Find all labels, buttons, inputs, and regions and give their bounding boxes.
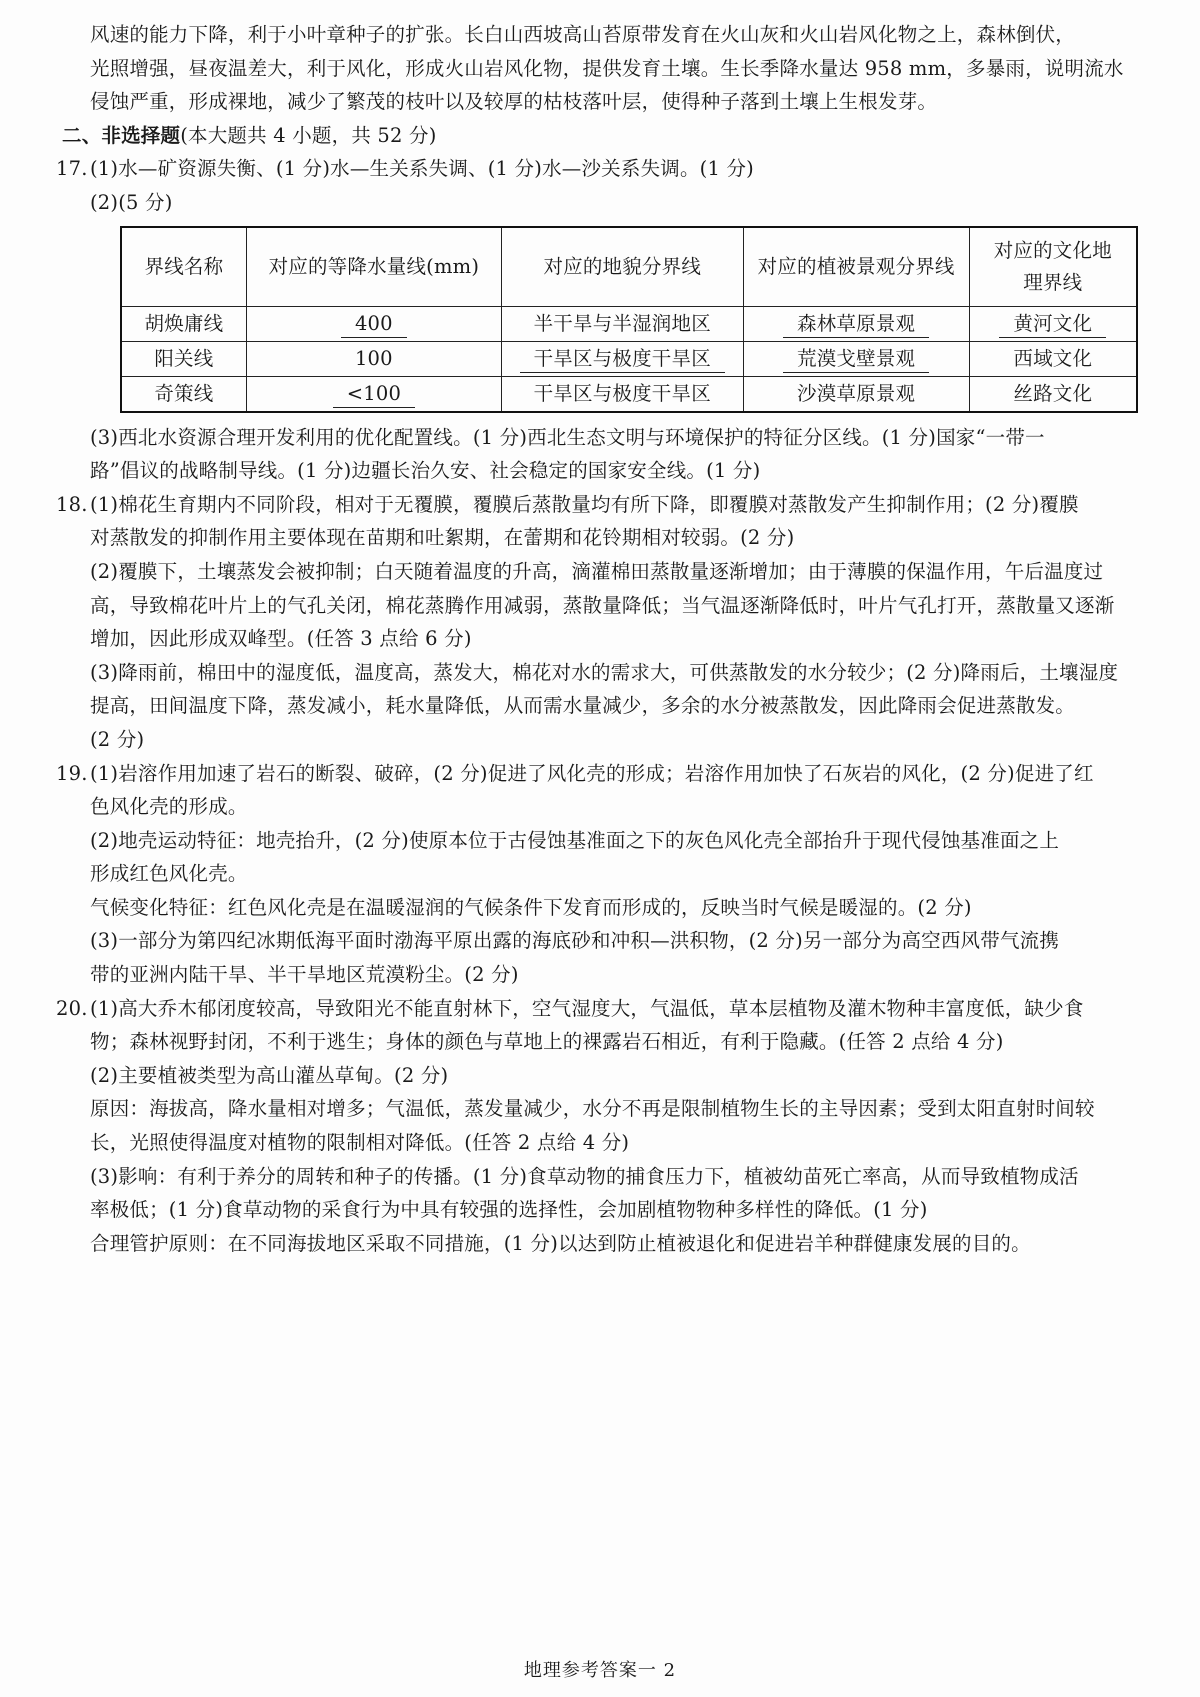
underlined-answer: 400 xyxy=(341,311,407,338)
section-heading xyxy=(62,119,1152,153)
text-line: (1)岩溶作用加速了岩石的断裂、破碎，(2 分)促进了风化壳的形成；岩溶作用加快了石灰岩的风化，(2 分)促进了红 xyxy=(90,761,1094,785)
table-cell: 奇策线 xyxy=(121,376,246,412)
text-line: 提高，田间温度下降，蒸发减小，耗水量降低，从而需水量减少，多余的水分被蒸散发，因此降雨会促进蒸散发。 xyxy=(90,694,1076,718)
text-line: 带的亚洲内陆干旱、半干旱地区荒漠粉尘。(2 分) xyxy=(90,963,519,987)
text-line: 物；森林视野封闭，不利于逃生；身体的颜色与草地上的裸露岩石相近，有利于隐藏。(任答 2 点给 4 分) xyxy=(90,1030,1004,1054)
table-row xyxy=(121,341,1137,376)
table-cell: 半干旱与半湿润地区 xyxy=(501,306,743,341)
table-cell xyxy=(501,341,743,376)
header-cell: 对应的等降水量线(mm) xyxy=(246,227,501,307)
table-header-row xyxy=(121,227,1137,307)
header-cell-text: 对应的文化地理界线 xyxy=(993,238,1112,294)
header-cell: 对应的地貌分界线 xyxy=(501,227,743,307)
text-line: (2)主要植被类型为高山灌丛草甸。(2 分) xyxy=(90,1063,449,1087)
question-17 xyxy=(56,152,1152,219)
text-line: 增加，因此形成双峰型。(任答 3 点给 6 分) xyxy=(90,627,472,651)
text-line: 对蒸散发的抑制作用主要体现在苗期和吐絮期，在蕾期和花铃期相对较弱。(2 分) xyxy=(90,526,795,550)
boundary-table xyxy=(120,226,1138,413)
question-number: 17. xyxy=(56,157,88,181)
table-cell: 阳关线 xyxy=(121,341,246,376)
text-line: 形成红色风化壳。 xyxy=(90,862,248,886)
text-line: (3)西北水资源合理开发利用的优化配置线。(1 分)西北生态文明与环境保护的特征分区线。(1 分)国家“一带一 xyxy=(90,425,1045,449)
table-cell: 干旱区与极度干旱区 xyxy=(501,376,743,412)
underlined-answer: 荒漠戈壁景观 xyxy=(783,346,929,373)
underlined-answer: 黄河文化 xyxy=(999,311,1106,338)
table-cell xyxy=(743,306,969,341)
text-line: (3)影响：有利于养分的周转和种子的传播。(1 分)食草动物的捕食压力下，植被幼苗死亡率高，从而导致植物成活 xyxy=(90,1164,1079,1188)
table-row xyxy=(121,376,1137,412)
table-cell xyxy=(246,306,501,341)
question-20 xyxy=(56,992,1152,1261)
text-line: 长，光照使得温度对植物的限制相对降低。(任答 2 点给 4 分) xyxy=(90,1131,630,1155)
table-row xyxy=(121,306,1137,341)
text-line: (1)棉花生育期内不同阶段，相对于无覆膜，覆膜后蒸散量均有所下降，即覆膜对蒸散发产生抑制作用；(2 分)覆膜 xyxy=(90,492,1079,516)
section-subtitle: (本大题共 4 小题，共 52 分) xyxy=(180,123,437,147)
table-cell xyxy=(246,376,501,412)
table-cell: 西域文化 xyxy=(969,341,1137,376)
text-line: 风速的能力下降，利于小叶章种子的扩张。长白山西坡高山苔原带发育在火山灰和火山岩风化物之上，森林倒伏， xyxy=(90,23,1076,46)
question-18 xyxy=(56,488,1152,757)
text-line: 气候变化特征：红色风化壳是在温暖湿润的气候条件下发育而形成的，反映当时气候是暖湿的。(2 分) xyxy=(90,895,972,919)
text-line: 光照增强，昼夜温差大，利于风化，形成火山岩风化物，提供发育土壤。生长季降水量达 958 mm，多暴雨，说明流水 xyxy=(90,56,1124,80)
text-line: 侵蚀严重，形成裸地，减少了繁茂的枝叶以及较厚的枯枝落叶层，使得种子落到土壤上生根发芽。 xyxy=(90,90,938,114)
text-line: (2)覆膜下，土壤蒸发会被抑制；白天随着温度的升高，滴灌棉田蒸散量逐渐增加；由于薄膜的保温作用，午后温度过 xyxy=(90,559,1104,583)
table-cell xyxy=(743,341,969,376)
question-number: 18. xyxy=(56,492,88,516)
question-19 xyxy=(56,757,1152,992)
text-line: 高，导致棉花叶片上的气孔关闭，棉花蒸腾作用减弱，蒸散量降低；当气温逐渐降低时，叶片气孔打开，蒸散量又逐渐 xyxy=(90,593,1115,617)
page-content xyxy=(56,18,1152,1260)
header-cell: 界线名称 xyxy=(121,227,246,307)
section-title: 二、非选择题 xyxy=(62,123,181,147)
underlined-answer: 森林草原景观 xyxy=(783,311,929,338)
answer-part-2: (2)(5 分) xyxy=(90,190,173,214)
table-cell xyxy=(969,306,1137,341)
text-line: 路”倡议的战略制导线。(1 分)边疆长治久安、社会稳定的国家安全线。(1 分) xyxy=(90,459,761,483)
text-line: 原因：海拔高，降水量相对增多；气温低，蒸发量减少，水分不再是限制植物生长的主导因素；受到太阳直射时间较 xyxy=(90,1097,1095,1121)
text-line: (1)高大乔木郁闭度较高，导致阳光不能直射林下，空气湿度大，气温低，草本层植物及灌木物种丰富度低，缺少食 xyxy=(90,996,1084,1020)
text-line: 合理管护原则：在不同海拔地区采取不同措施，(1 分)以达到防止植被退化和促进岩羊种群健康发展的目的。 xyxy=(90,1231,1031,1255)
question-number: 20. xyxy=(56,996,88,1020)
header-cell xyxy=(969,227,1137,307)
answer-part-3 xyxy=(62,421,1152,488)
page-footer: 地理参考答案一 2 xyxy=(523,1660,677,1681)
underlined-answer: 干旱区与极度干旱区 xyxy=(520,346,725,373)
header-cell: 对应的植被景观分界线 xyxy=(743,227,969,307)
text-line: 色风化壳的形成。 xyxy=(90,795,248,819)
text-line: (3)降雨前，棉田中的湿度低，温度高，蒸发大，棉花对水的需求大，可供蒸散发的水分较少；(2 分)降雨后，土壤湿度 xyxy=(90,660,1119,684)
text-line: 率极低；(1 分)食草动物的采食行为中具有较强的选择性，会加剧植物物种多样性的降低。(1 分) xyxy=(90,1198,928,1222)
text-line: (3)一部分为第四纪冰期低海平面时渤海平原出露的海底砂和冲积—洪积物，(2 分)另一部分为高空西风带气流携 xyxy=(90,929,1060,953)
underlined-answer: <100 xyxy=(333,381,415,408)
table-cell: 胡焕庸线 xyxy=(121,306,246,341)
intro-paragraph xyxy=(62,18,1152,119)
table-cell: 沙漠草原景观 xyxy=(743,376,969,412)
answer-part-1: (1)水—矿资源失衡、(1 分)水—生关系失调、(1 分)水—沙关系失调。(1 分) xyxy=(90,157,754,181)
question-number: 19. xyxy=(56,761,88,785)
text-line: (2)地壳运动特征：地壳抬升，(2 分)使原本位于古侵蚀基准面之下的灰色风化壳全部抬升于现代侵蚀基准面之上 xyxy=(90,828,1060,852)
table-cell: 100 xyxy=(246,341,501,376)
text-line: (2 分) xyxy=(90,727,145,751)
table-cell: 丝路文化 xyxy=(969,376,1137,412)
